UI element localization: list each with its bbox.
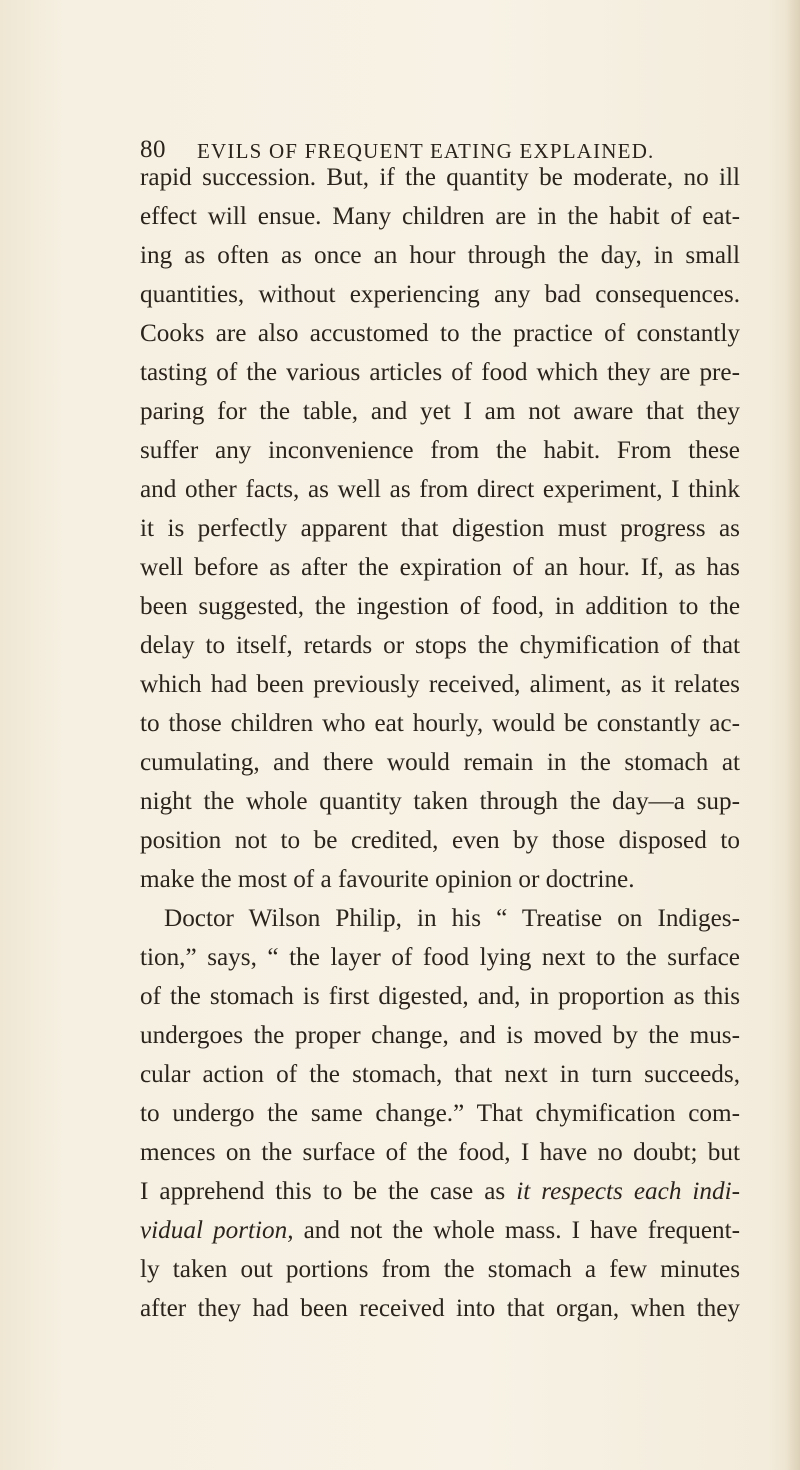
text-line: to those children who eat hourly, would be constantly ac- — [140, 710, 740, 737]
text-line: ly taken out portions from the stomach a few minutes — [140, 1256, 740, 1283]
text-line: delay to itself, retards or stops the chymification of that — [140, 632, 740, 659]
text-line-paragraph-start: Doctor Wilson Philip, in his “ Treatise on Indiges- — [164, 905, 740, 932]
text-line: cumulating, and there would remain in the stomach at — [140, 749, 740, 776]
page-edge-shadow — [786, 0, 800, 1470]
text-line-paragraph-end: make the most of a favourite opinion or doctrine. — [140, 866, 635, 893]
text-line: suffer any inconvenience from the habit. From these — [140, 437, 740, 464]
text-line: tion,” says, “ the layer of food lying next to the surface — [140, 944, 740, 971]
text-line: it is perfectly apparent that digestion must progress as — [140, 515, 740, 542]
text-line: paring for the table, and yet I am not aware that they — [140, 398, 740, 425]
body-text — [140, 158, 740, 1328]
italic-run: it respects each indi- — [516, 1178, 741, 1205]
text-line: rapid succession. But, if the quantity be moderate, no ill — [140, 164, 740, 191]
text-line: night the whole quantity taken through the day—a sup- — [140, 788, 740, 815]
page-number: 80 — [140, 136, 166, 163]
text-line: well before as after the expiration of an hour. If, as has — [140, 554, 740, 581]
text-line: been suggested, the ingestion of food, in addition to the — [140, 593, 740, 620]
text-line: after they had been received into that organ, when they — [140, 1295, 740, 1322]
text-run: and not the whole mass. I have frequent- — [303, 1217, 740, 1244]
text-line: Cooks are also accustomed to the practice of constantly — [140, 320, 740, 347]
text-line: undergoes the proper change, and is moved by the mus- — [140, 1022, 740, 1049]
text-line: quantities, without experiencing any bad consequences. — [140, 281, 740, 308]
text-line: effect will ensue. Many children are in the habit of eat- — [140, 203, 740, 230]
text-line: cular action of the stomach, that next in turn succeeds, — [140, 1061, 740, 1088]
text-line: ing as often as once an hour through the day, in small — [140, 242, 740, 269]
text-line: tasting of the various articles of food which they are pre- — [140, 359, 740, 386]
text-line: mences on the surface of the food, I have no doubt; but — [140, 1139, 740, 1166]
text-line-with-italic — [140, 1172, 740, 1211]
running-head: EVILS OF FREQUENT EATING EXPLAINED. — [197, 139, 655, 163]
text-line: which had been previously received, aliment, as it relates — [140, 671, 740, 698]
italic-run: vidual portion, — [140, 1217, 294, 1244]
text-run: I apprehend this to be the case as — [140, 1178, 506, 1205]
text-line: to undergo the same change.” That chymification com- — [140, 1100, 740, 1127]
text-line: and other facts, as well as from direct experiment, I think — [140, 476, 740, 503]
text-line: position not to be credited, even by those disposed to — [140, 827, 740, 854]
text-line-with-italic — [140, 1211, 740, 1250]
text-line: of the stomach is first digested, and, in proportion as this — [140, 983, 740, 1010]
